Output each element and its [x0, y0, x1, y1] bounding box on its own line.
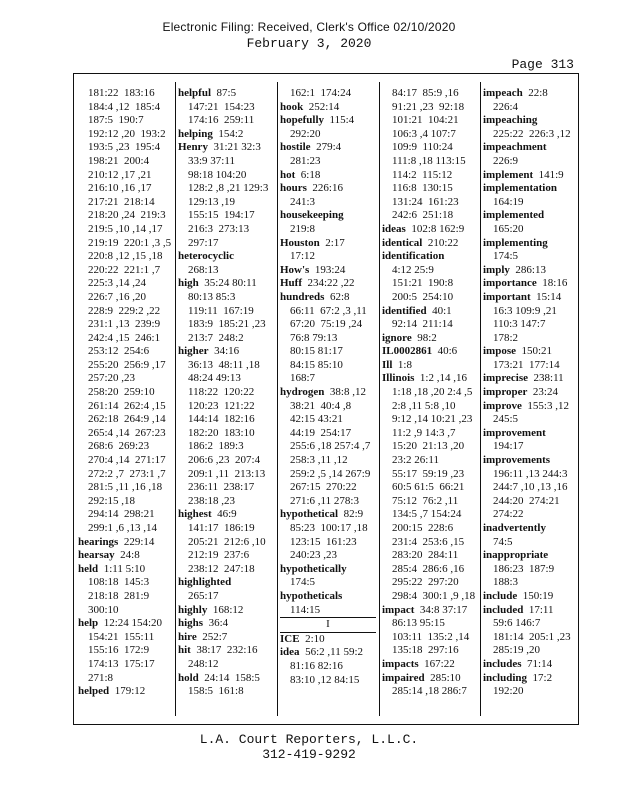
- index-reference: 257:20 ,23: [88, 372, 136, 385]
- index-reference: 268:6 269:23: [88, 440, 150, 453]
- index-reference: 292:20: [290, 127, 321, 140]
- index-reference: 174:13 175:17: [88, 657, 155, 670]
- index-reference: 216:10 ,16 ,17: [88, 182, 152, 195]
- index-reference: 295:22 297:20: [392, 576, 459, 589]
- index-reference: 244:20 274:21: [493, 494, 560, 507]
- index-reference: 285:4 286:6 ,16: [392, 562, 465, 575]
- index-reference: 162:1 174:24: [290, 87, 352, 99]
- index-reference: 4:12 25:9: [392, 263, 434, 276]
- index-reference: 33:9 37:11: [188, 154, 235, 167]
- index-reference: 281:5 ,11 ,16 ,18: [88, 481, 163, 494]
- filing-stamp: Electronic Filing: Received, Clerk's Office 02/10/2020: [162, 20, 456, 34]
- index-reference: 261:14 262:4 ,15: [88, 399, 166, 412]
- index-reference: 66:11 67:2 ,3 ,11: [290, 304, 367, 317]
- index-reference: 151:21 190:8: [392, 277, 454, 290]
- index-reference: 213:7 248:2: [188, 331, 244, 344]
- page-number: Page 313: [511, 57, 574, 72]
- transcript-date: February 3, 2020: [246, 36, 372, 51]
- index-reference: 193:5 ,23 195:4: [88, 141, 161, 154]
- index-reference: 86:13 95:15: [392, 617, 445, 630]
- index-entry: Houston 2:17: [280, 236, 345, 249]
- index-entry: hypothetically: [280, 562, 347, 575]
- index-entry: implementing: [483, 236, 548, 249]
- index-reference: 119:11 167:19: [188, 304, 254, 317]
- index-reference: 253:12 254:6: [88, 345, 150, 358]
- index-reference: 183:9 185:21 ,23: [188, 318, 266, 331]
- index-reference: 187:5 190:7: [88, 114, 144, 127]
- index-reference: 226:9: [493, 154, 519, 167]
- index-reference: 212:19 237:6: [188, 549, 250, 562]
- index-reference: 262:18 264:9 ,14: [88, 413, 166, 426]
- index-entry: hundreds 62:8: [280, 290, 350, 303]
- index-entry: impact 34:8 37:17: [382, 603, 468, 616]
- index-reference: 9:12 ,14 10:21 ,23: [392, 413, 473, 426]
- index-column-3: [280, 87, 376, 687]
- index-reference: 110:3 147:7: [493, 318, 546, 331]
- index-reference: 186:2 189:3: [188, 440, 244, 453]
- index-entry: help 12:24 154:20: [78, 617, 163, 630]
- index-reference: 103:11 135:2 ,14: [392, 630, 470, 643]
- index-reference: 228:9 229:2 ,22: [88, 304, 161, 317]
- index-entry: inadvertently: [483, 522, 546, 534]
- index-reference: 225:22 226:3 ,12: [493, 127, 571, 140]
- index-column-2: [178, 87, 274, 699]
- index-reference: 114:2 115:12: [392, 168, 453, 181]
- index-reference: 75:12 76:2 ,11: [392, 494, 459, 507]
- index-reference: 108:18 145:3: [88, 576, 150, 589]
- index-entry: improvements: [483, 454, 551, 467]
- index-reference: 60:5 61:5 66:21: [392, 481, 465, 494]
- index-reference: 267:15 270:22: [290, 481, 357, 494]
- index-entry: include 150:19: [483, 589, 554, 602]
- index-entry: highlighted: [178, 576, 232, 589]
- index-reference: 225:3 ,14 ,24: [88, 277, 147, 290]
- index-reference: 300:10: [88, 603, 119, 616]
- index-reference: 168:7: [290, 372, 316, 385]
- index-entry: held 1:11 5:10: [78, 562, 146, 575]
- index-entry: ignore 98:2: [382, 331, 437, 344]
- index-reference: 165:20: [493, 222, 524, 235]
- index-reference: 101:21 104:21: [392, 114, 459, 127]
- index-reference: 85:23 100:17 ,18: [290, 522, 368, 534]
- index-reference: 111:8 ,18 113:15: [392, 154, 466, 167]
- index-entry: Illinois 1:2 ,14 ,16: [382, 372, 467, 385]
- index-reference: 1:18 ,18 ,20 2:4 ,5: [392, 386, 473, 399]
- index-reference: 144:14 182:16: [188, 413, 255, 426]
- index-reference: 219:19 220:1 ,3 ,5: [88, 236, 172, 249]
- index-frame: [73, 73, 579, 725]
- index-reference: 17:12: [290, 250, 316, 263]
- index-entry: identification: [382, 250, 445, 263]
- index-reference: 174:16 259:11: [188, 114, 255, 127]
- index-reference: 174:5: [493, 250, 519, 263]
- index-reference: 181:22 183:16: [88, 87, 155, 99]
- index-reference: 220:22 221:1 ,7: [88, 263, 161, 276]
- index-reference: 128:2 ,8 ,21 129:3: [188, 182, 269, 195]
- index-reference: 255:20 256:9 ,17: [88, 358, 166, 371]
- index-entry: impeach 22:8: [483, 87, 548, 99]
- index-reference: 298:4 300:1 ,9 ,18: [392, 589, 476, 602]
- index-reference: 217:21 218:14: [88, 195, 155, 208]
- index-reference: 219:5 ,10 ,14 ,17: [88, 222, 163, 235]
- index-entry: impaired 285:10: [382, 671, 461, 684]
- index-entry: importance 18:16: [483, 277, 568, 290]
- index-reference: 200:5 254:10: [392, 290, 454, 303]
- index-entry: hot 6:18: [280, 168, 321, 181]
- index-reference: 55:17 59:19 ,23: [392, 467, 465, 480]
- index-reference: 218:18 281:9: [88, 589, 150, 602]
- index-reference: 271:8: [88, 671, 114, 684]
- index-reference: 91:21 ,23 92:18: [392, 100, 465, 113]
- index-entry: hypothetical 82:9: [280, 508, 364, 521]
- index-reference: 84:17 85:9 ,16: [392, 87, 459, 99]
- index-entry: heterocyclic: [178, 250, 234, 263]
- index-entry: housekeeping: [280, 209, 344, 222]
- index-reference: 242:4 ,15 246:1: [88, 331, 161, 344]
- index-entry: Henry 31:21 32:3: [178, 141, 261, 154]
- index-reference: 218:20 ,24 219:3: [88, 209, 166, 222]
- index-entry: identical 210:22: [382, 236, 459, 249]
- index-reference: 196:11 ,13 244:3: [493, 467, 568, 480]
- index-entry: ideas 102:8 162:9: [382, 222, 465, 235]
- index-reference: 198:21 200:4: [88, 154, 150, 167]
- index-reference: 226:7 ,16 ,20: [88, 290, 147, 303]
- index-reference: 285:19 ,20: [493, 644, 541, 657]
- index-reference: 155:16 172:9: [88, 644, 150, 657]
- index-entry: imprecise 238:11: [483, 372, 564, 385]
- index-reference: 242:6 251:18: [392, 209, 454, 222]
- index-entry: hours 226:16: [280, 182, 343, 195]
- index-reference: 244:7 ,10 ,13 ,16: [493, 481, 568, 494]
- index-reference: 248:12: [188, 657, 219, 670]
- index-reference: 106:3 ,4 107:7: [392, 127, 456, 140]
- index-entry: hydrogen 38:8 ,12: [280, 386, 366, 399]
- index-reference: 23:2 26:11: [392, 454, 439, 467]
- reporter-name: L.A. Court Reporters, L.L.C.: [199, 732, 419, 747]
- index-entry: included 17:11: [483, 603, 554, 616]
- index-entry: Ill 1:8: [382, 358, 412, 371]
- column-divider: [379, 82, 380, 716]
- index-reference: 129:13 ,19: [188, 195, 236, 208]
- index-entry: highest 46:9: [178, 508, 237, 521]
- index-entry: imply 286:13: [483, 263, 546, 276]
- index-column-5: [483, 87, 579, 699]
- index-reference: 178:2: [493, 331, 519, 344]
- index-entry: Huff 234:22 ,22: [280, 277, 355, 290]
- index-entry: identified 40:1: [382, 304, 452, 317]
- index-reference: 200:15 228:6: [392, 522, 454, 534]
- index-entry: helpful 87:5: [178, 87, 237, 99]
- index-reference: 164:19: [493, 195, 524, 208]
- index-reference: 154:21 155:11: [88, 630, 155, 643]
- reporter-phone: 312-419-9292: [262, 747, 356, 762]
- index-entry: IL0002861 40:6: [382, 345, 458, 358]
- index-entry: impose 150:21: [483, 345, 553, 358]
- index-reference: 297:17: [188, 236, 219, 249]
- index-reference: 219:8: [290, 222, 316, 235]
- index-reference: 292:15 ,18: [88, 494, 136, 507]
- index-reference: 120:23 121:22: [188, 399, 255, 412]
- index-reference: 226:4: [493, 100, 519, 113]
- index-reference: 174:5: [290, 576, 316, 589]
- index-reference: 255:6 ,18 257:4 ,7: [290, 440, 371, 453]
- index-reference: 194:17: [493, 440, 524, 453]
- index-reference: 265:17: [188, 589, 219, 602]
- index-entry: hypotheticals: [280, 589, 343, 602]
- index-reference: 92:14 211:14: [392, 318, 453, 331]
- index-entry: idea 56:2 ,11 59:2: [280, 646, 364, 659]
- index-reference: 16:3 109:9 ,21: [493, 304, 557, 317]
- index-reference: 48:24 49:13: [188, 372, 241, 385]
- index-reference: 181:14 205:1 ,23: [493, 630, 571, 643]
- index-reference: 135:18 297:16: [392, 644, 459, 657]
- index-entry: implementation: [483, 182, 557, 195]
- index-reference: 80:15 81:17: [290, 345, 343, 358]
- index-entry: hit 38:17 232:16: [178, 644, 258, 657]
- index-reference: 205:21 212:6 ,10: [188, 535, 266, 548]
- index-reference: 241:3: [290, 195, 316, 208]
- index-reference: 259:2 ,5 ,14 267:9: [290, 467, 371, 480]
- index-entry: impeaching: [483, 114, 538, 127]
- index-reference: 272:2 ,7 273:1 ,7: [88, 467, 166, 480]
- index-entry: improper 23:24: [483, 386, 558, 399]
- column-divider: [277, 82, 278, 716]
- index-entry: How's 193:24: [280, 263, 346, 276]
- index-reference: 236:11 238:17: [188, 481, 255, 494]
- index-reference: 192:12 ,20 193:2: [88, 127, 166, 140]
- index-entry: hook 252:14: [280, 100, 340, 113]
- index-reference: 155:15 194:17: [188, 209, 255, 222]
- index-entry: impeachment: [483, 141, 547, 154]
- index-reference: 134:5 ,7 154:24: [392, 508, 462, 521]
- index-reference: 186:23 187:9: [493, 562, 555, 575]
- index-entry: highly 168:12: [178, 603, 244, 616]
- index-entry: hopefully 115:4: [280, 114, 355, 127]
- index-entry: hire 252:7: [178, 630, 228, 643]
- index-entry: impacts 167:22: [382, 657, 455, 670]
- index-column-1: [78, 87, 174, 699]
- letter-heading: I: [280, 617, 376, 633]
- index-entry: hostile 279:4: [280, 141, 342, 154]
- index-reference: 116:8 130:15: [392, 182, 453, 195]
- index-entry: including 17:2: [483, 671, 553, 684]
- index-reference: 240:23 ,23: [290, 549, 338, 562]
- index-reference: 210:12 ,17 ,21: [88, 168, 152, 181]
- index-entry: important 15:14: [483, 290, 562, 303]
- index-entry: hearsay 24:8: [78, 549, 140, 562]
- index-entry: highs 36:4: [178, 617, 229, 630]
- index-entry: high 35:24 80:11: [178, 277, 257, 290]
- index-reference: 294:14 298:21: [88, 508, 155, 521]
- index-entry: helped 179:12: [78, 685, 146, 698]
- index-reference: 147:21 154:23: [188, 100, 255, 113]
- index-entry: improve 155:3 ,12: [483, 399, 569, 412]
- index-reference: 59:6 146:7: [493, 617, 541, 630]
- index-reference: 2:8 ,11 5:8 ,10: [392, 399, 456, 412]
- index-reference: 109:9 110:24: [392, 141, 453, 154]
- index-reference: 67:20 75:19 ,24: [290, 318, 363, 331]
- index-entry: hold 24:14 158:5: [178, 671, 260, 684]
- index-reference: 188:3: [493, 576, 519, 589]
- index-reference: 285:14 ,18 286:7: [392, 685, 467, 698]
- index-entry: implement 141:9: [483, 168, 564, 181]
- index-reference: 231:1 ,13 239:9: [88, 318, 161, 331]
- index-reference: 76:8 79:13: [290, 331, 338, 344]
- index-reference: 220:8 ,12 ,15 ,18: [88, 250, 163, 263]
- index-reference: 44:19 254:17: [290, 426, 352, 439]
- index-reference: 258:20 259:10: [88, 386, 155, 399]
- index-reference: 81:16 82:16: [290, 659, 343, 672]
- index-entry: improvement: [483, 426, 546, 439]
- index-column-4: [382, 87, 478, 699]
- index-reference: 141:17 186:19: [188, 522, 255, 534]
- index-reference: 206:6 ,23 207:4: [188, 454, 261, 467]
- index-reference: 299:1 ,6 ,13 ,14: [88, 522, 158, 534]
- index-reference: 15:20 21:13 ,20: [392, 440, 465, 453]
- index-reference: 238:12 247:18: [188, 562, 255, 575]
- index-reference: 268:13: [188, 263, 219, 276]
- index-reference: 281:23: [290, 154, 321, 167]
- index-reference: 11:2 ,9 14:3 ,7: [392, 426, 456, 439]
- index-reference: 182:20 183:10: [188, 426, 255, 439]
- index-reference: 258:3 ,11 ,12: [290, 454, 348, 467]
- index-reference: 158:5 161:8: [188, 685, 244, 698]
- index-reference: 209:1 ,11 213:13: [188, 467, 266, 480]
- index-reference: 114:15: [290, 603, 321, 616]
- index-reference: 265:4 ,14 267:23: [88, 426, 166, 439]
- index-reference: 84:15 85:10: [290, 358, 343, 371]
- index-entry: inappropriate: [483, 549, 549, 562]
- index-reference: 42:15 43:21: [290, 413, 343, 426]
- index-reference: 131:24 161:23: [392, 195, 459, 208]
- index-reference: 123:15 161:23: [290, 535, 357, 548]
- index-reference: 173:21 177:14: [493, 358, 560, 371]
- index-entry: ICE 2:10: [280, 632, 325, 645]
- index-entry: helping 154:2: [178, 127, 244, 140]
- index-reference: 216:3 273:13: [188, 222, 250, 235]
- index-entry: hearings 229:14: [78, 535, 155, 548]
- index-reference: 245:5: [493, 413, 519, 426]
- index-reference: 98:18 104:20: [188, 168, 247, 181]
- index-reference: 83:10 ,12 84:15: [290, 673, 360, 686]
- index-reference: 274:22: [493, 508, 524, 521]
- index-reference: 270:4 ,14 271:17: [88, 454, 166, 467]
- index-reference: 238:18 ,23: [188, 494, 236, 507]
- index-reference: 231:4 253:6 ,15: [392, 535, 465, 548]
- index-entry: includes 71:14: [483, 657, 553, 670]
- column-divider: [175, 82, 176, 716]
- index-reference: 184:4 ,12 185:4: [88, 100, 161, 113]
- index-reference: 74:5: [493, 535, 513, 548]
- index-entry: implemented: [483, 209, 545, 222]
- index-reference: 271:6 ,11 278:3: [290, 494, 359, 507]
- index-reference: 283:20 284:11: [392, 549, 459, 562]
- index-reference: 118:22 120:22: [188, 386, 255, 399]
- index-reference: 38:21 40:4 ,8: [290, 399, 352, 412]
- index-reference: 36:13 48:11 ,18: [188, 358, 260, 371]
- index-reference: 192:20: [493, 685, 524, 698]
- index-reference: 80:13 85:3: [188, 290, 236, 303]
- column-divider: [480, 82, 481, 716]
- index-entry: higher 34:16: [178, 345, 240, 358]
